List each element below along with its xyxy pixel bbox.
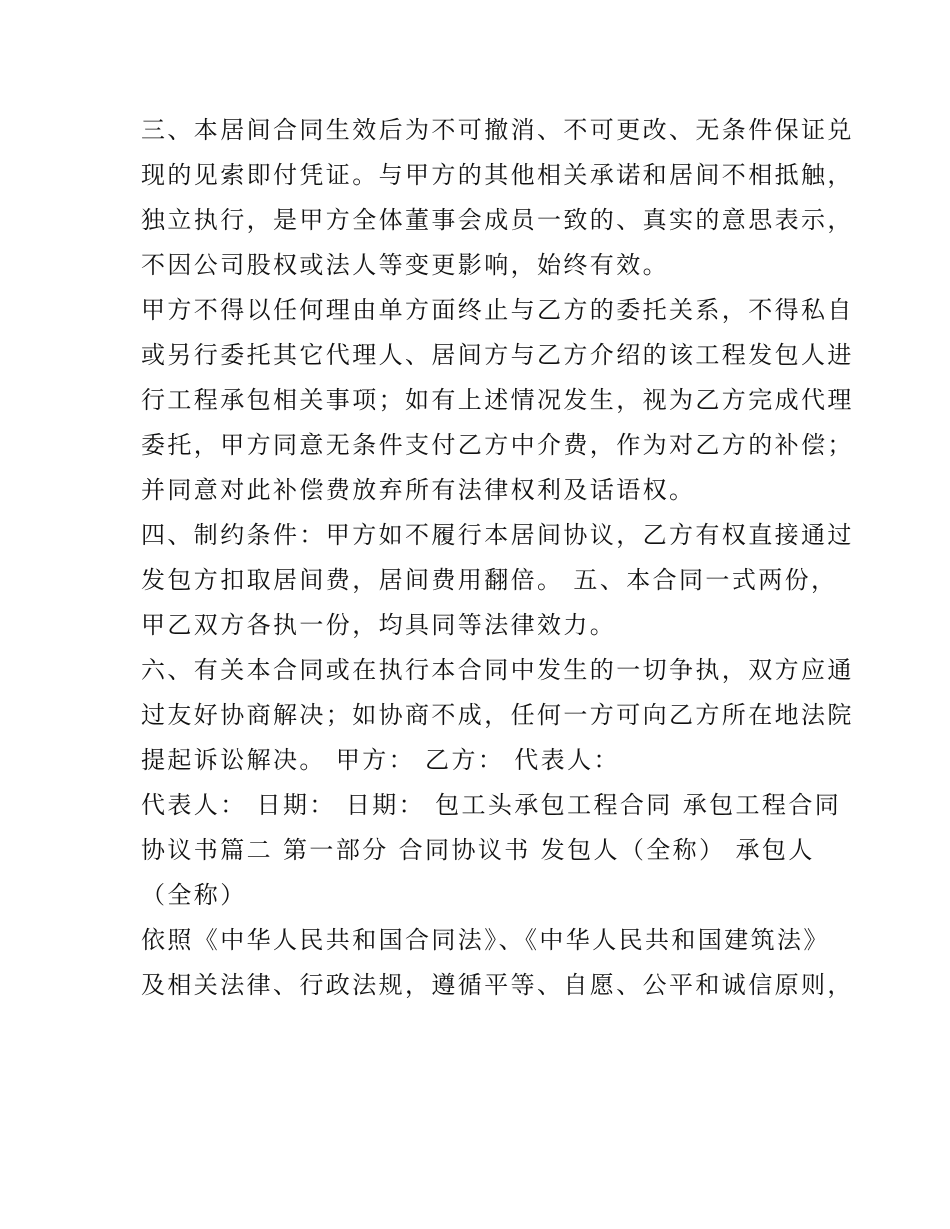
text-line: 甲方不得以任何理由单方面终止与乙方的委托关系，不得私自 xyxy=(141,296,854,324)
text-line: 或另行委托其它代理人、居间方与乙方介绍的该工程发包人进 xyxy=(141,341,854,369)
contract-text-body xyxy=(141,108,854,1008)
text-line: 行工程承包相关事项；如有上述情况发生，视为乙方完成代理 xyxy=(141,386,854,414)
text-line: 协议书篇二 第一部分 合同协议书 发包人（全称） 承包人 xyxy=(141,836,815,864)
text-line: 委托，甲方同意无条件支付乙方中介费，作为对乙方的补偿； xyxy=(141,431,854,459)
text-line: 依照《中华人民共和国合同法》、《中华人民共和国建筑法》 xyxy=(141,926,830,954)
text-line: 并同意对此补偿费放弃所有法律权利及话语权。 xyxy=(141,476,696,504)
text-line: 发包方扣取居间费，居间费用翻倍。 五、本合同一式两份， xyxy=(141,566,838,594)
text-line: （全称） xyxy=(141,881,247,909)
text-line: 不因公司股权或法人等变更影响，始终有效。 xyxy=(141,251,669,279)
text-line: 三、本居间合同生效后为不可撤消、不可更改、无条件保证兑 xyxy=(141,116,854,144)
text-line: 现的见索即付凭证。与甲方的其他相关承诺和居间不相抵触， xyxy=(141,161,854,189)
text-line: 及相关法律、行政法规，遵循平等、自愿、公平和诚信原则， xyxy=(141,971,854,999)
text-line: 独立执行，是甲方全体董事会成员一致的、真实的意思表示， xyxy=(141,206,854,234)
text-line: 四、制约条件：甲方如不履行本居间协议，乙方有权直接通过 xyxy=(141,521,854,549)
text-line: 代表人： 日期： 日期： 包工头承包工程合同 承包工程合同 xyxy=(141,791,842,819)
text-line: 六、有关本合同或在执行本合同中发生的一切争执，双方应通 xyxy=(141,656,854,684)
text-line: 甲乙双方各执一份，均具同等法律效力。 xyxy=(141,611,617,639)
text-line: 过友好协商解决；如协商不成，任何一方可向乙方所在地法院 xyxy=(141,701,854,729)
text-line: 提起诉讼解决。 甲方： 乙方： 代表人： xyxy=(141,746,620,774)
